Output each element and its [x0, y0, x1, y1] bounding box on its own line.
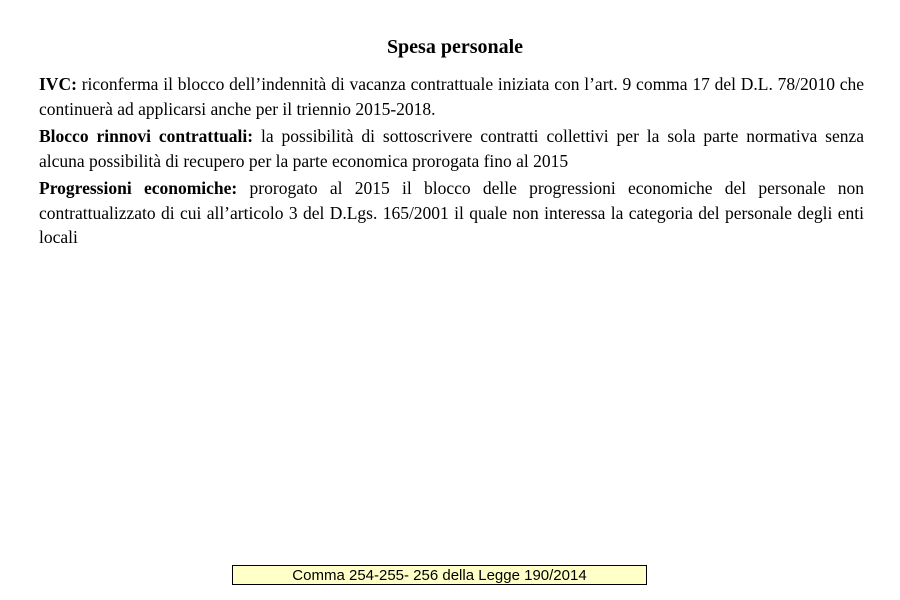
paragraph-text: la possibilità di sottoscrivere contratti collettivi per la sola parte normativa senza alcuna possibilità di recupero per la parte economica prorogata fino al 2015	[39, 126, 865, 171]
document-body	[39, 72, 864, 253]
paragraph-progressioni	[39, 176, 864, 250]
paragraph-text: prorogato al 2015 il blocco delle progressioni economiche del personale non contrattualizzato di cui all’articolo 3 del D.Lgs. 165/2001 il quale non interessa la categoria del personale degli enti locali	[39, 178, 864, 247]
paragraph-heading: Progressioni economiche:	[39, 178, 238, 198]
paragraph-blocco-rinnovi	[39, 124, 864, 173]
footer-reference-box: Comma 254-255- 256 della Legge 190/2014	[232, 565, 647, 585]
paragraph-heading: IVC:	[39, 74, 77, 94]
paragraph-heading: Blocco rinnovi contrattuali:	[39, 126, 254, 146]
paragraph-ivc	[39, 72, 864, 121]
paragraph-text: riconferma il blocco dell’indennità di vacanza contrattuale iniziata con l’art. 9 comma 17 del D.L. 78/2010 che continuerà ad applicarsi anche per il triennio 2015-2018.	[39, 74, 864, 119]
page-title: Spesa personale	[386, 36, 524, 58]
